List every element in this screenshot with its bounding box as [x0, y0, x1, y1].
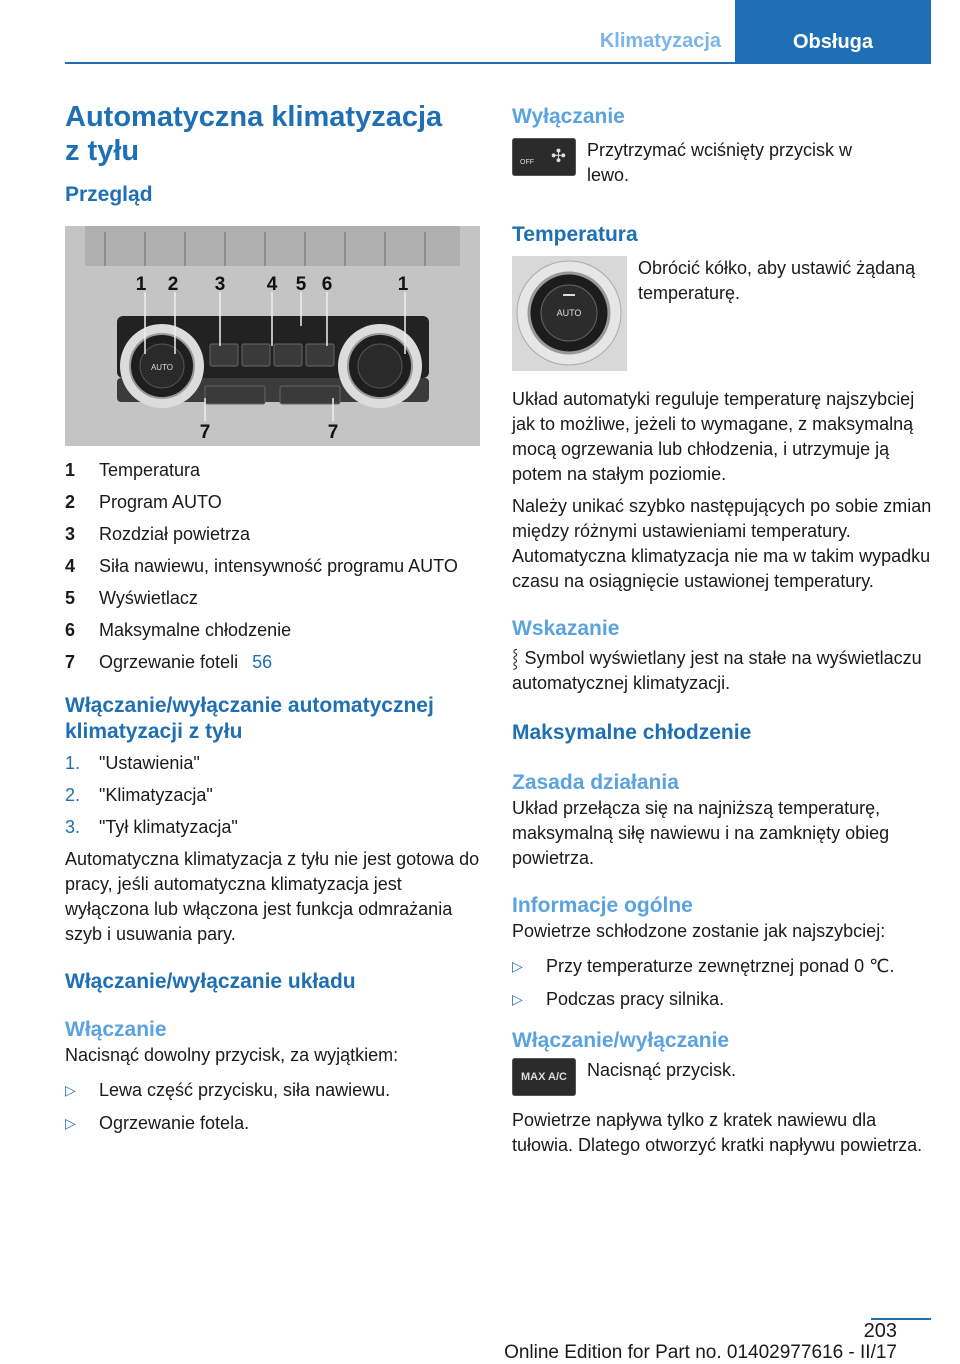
- triangle-bullet-icon: ▷: [65, 1115, 76, 1131]
- temperature-knob-image: [512, 256, 627, 371]
- off-text: Przytrzymać wciśnięty przycisk w lewo.: [587, 140, 853, 185]
- on-bullets: [65, 1078, 480, 1136]
- list-item: 2. "Klimatyzacja": [65, 785, 213, 805]
- triangle-bullet-icon: ▷: [512, 991, 523, 1007]
- fan-icon: ✣: [550, 146, 566, 166]
- max-ac-button-image: [512, 1058, 576, 1096]
- page-ref-link[interactable]: 56: [252, 652, 273, 672]
- page-number: 203: [863, 1320, 897, 1342]
- max-onoff-heading: Włączanie/wyłączanie: [512, 1029, 730, 1052]
- general-heading: Informacje ogólne: [512, 894, 693, 917]
- figure-label: 1: [135, 274, 147, 295]
- page-footer: [65, 1318, 931, 1362]
- general-bullets: [512, 954, 932, 1012]
- triangle-bullet-icon: ▷: [512, 958, 523, 974]
- climate-panel-figure: [65, 226, 480, 446]
- temperature-paragraph-1: Układ automatyki reguluje temperaturę najszybciej jak to możliwe, jeżeli to wymagane, z maksymalną mocą ogrzewania lub chłodzenia, i utrzymuje ją potem na stałym poziomie.: [512, 389, 915, 484]
- onoff-paragraph: Automatyczna klimatyzacja z tyłu nie jest gotowa do pracy, jeśli automatyczna klimatyzacja jest wyłączona lub włączona jest funkcja odmrażania szyb i usuwania pary.: [65, 849, 480, 944]
- figure-label: 7: [199, 422, 211, 443]
- page-header: [65, 26, 931, 64]
- seat-heating-icon: ⸾: [512, 648, 519, 668]
- principle-text: Układ przełącza się na najniższą temperaturę, maksymalną siłę nawiewu i na zamknięty obieg powietrza.: [512, 798, 890, 868]
- list-item: 2 Program AUTO: [65, 492, 222, 512]
- max-ac-label: MAX A/C: [520, 1071, 568, 1083]
- list-item: ▷ Podczas pracy silnika.: [512, 987, 932, 1012]
- edition-text: Online Edition for Part no. 01402977616 - II/17: [504, 1342, 897, 1363]
- hint-heading: Wskazanie: [512, 617, 620, 640]
- temperature-heading: Temperatura: [512, 223, 638, 246]
- svg-text:AUTO: AUTO: [556, 308, 582, 318]
- temperature-paragraph-2: Należy unikać szybko następujących po sobie zmian między różnymi ustawieniami temperatury. Automatyczna klimatyzacja nie ma w takim wypadku czasu na osiągnięcie ustawionej temperatury.: [512, 496, 932, 591]
- list-item: ▷ Lewa część przycisku, siła nawiewu.: [65, 1078, 480, 1103]
- list-item: 7 Ogrzewanie foteli 56: [65, 650, 480, 675]
- on-paragraph: Nacisnąć dowolny przycisk, za wyjątkiem:: [65, 1045, 399, 1065]
- list-item: ▷ Przy temperaturze zewnętrznej ponad 0 ℃.: [512, 954, 932, 979]
- triangle-bullet-icon: ▷: [65, 1082, 76, 1098]
- list-item: 3. "Tył klimatyzacja": [65, 817, 238, 837]
- final-paragraph: Powietrze napływa tylko z kratek nawiewu dla tułowia. Dlatego otworzyć kratki napływu powietrza.: [512, 1110, 923, 1155]
- system-heading: Włączanie/wyłączanie układu: [65, 970, 356, 993]
- general-text: Powietrze schłodzone zostanie jak najszybciej:: [512, 921, 886, 941]
- figure-label: 3: [214, 274, 226, 295]
- onoff-heading: Włączanie/wyłączanie automatycznej klimatyzacji z tyłu: [65, 694, 434, 743]
- page-title: Automatyczna klimatyzacja z tyłu: [65, 101, 443, 167]
- figure-label: 1: [397, 274, 409, 295]
- figure-label: 4: [266, 274, 278, 295]
- list-item: 1 Temperatura: [65, 460, 201, 480]
- list-item: 6 Maksymalne chłodzenie: [65, 620, 292, 640]
- max-cooling-heading: Maksymalne chłodzenie: [512, 721, 752, 744]
- off-label: OFF: [520, 159, 534, 166]
- list-item: 4 Siła nawiewu, intensywność programu AUTO: [65, 556, 458, 576]
- steps-list: [65, 751, 480, 840]
- list-item: 1. "Ustawienia": [65, 753, 200, 773]
- figure-label: 5: [295, 274, 307, 295]
- section-tab: [735, 0, 931, 62]
- right-column: [512, 100, 932, 1158]
- section-title: Obsługa: [792, 31, 873, 53]
- figure-legend: [65, 458, 480, 675]
- off-fan-button-image: [512, 138, 576, 176]
- figure-label: 6: [321, 274, 333, 295]
- list-item: 5 Wyświetlacz: [65, 588, 198, 608]
- chapter-title: Klimatyzacja: [599, 30, 721, 52]
- overview-heading: Przegląd: [65, 183, 153, 206]
- hint-text: Symbol wyświetlany jest na stałe na wyświetlaczu automatycznej klimatyzacji.: [512, 648, 922, 693]
- figure-label: 2: [167, 274, 179, 295]
- figure-label: 7: [327, 422, 339, 443]
- list-item: 3 Rozdział powietrza: [65, 524, 251, 544]
- svg-text:AUTO: AUTO: [150, 363, 174, 372]
- principle-heading: Zasada działania: [512, 771, 679, 794]
- max-onoff-text: Nacisnąć przycisk.: [587, 1060, 737, 1080]
- left-column: [65, 100, 480, 1144]
- off-heading: Wyłączanie: [512, 105, 625, 128]
- list-item: ▷ Ogrzewanie fotela.: [65, 1111, 480, 1136]
- temperature-text: Obrócić kółko, aby ustawić żądaną temperaturę.: [638, 258, 916, 303]
- on-heading: Włączanie: [65, 1018, 167, 1041]
